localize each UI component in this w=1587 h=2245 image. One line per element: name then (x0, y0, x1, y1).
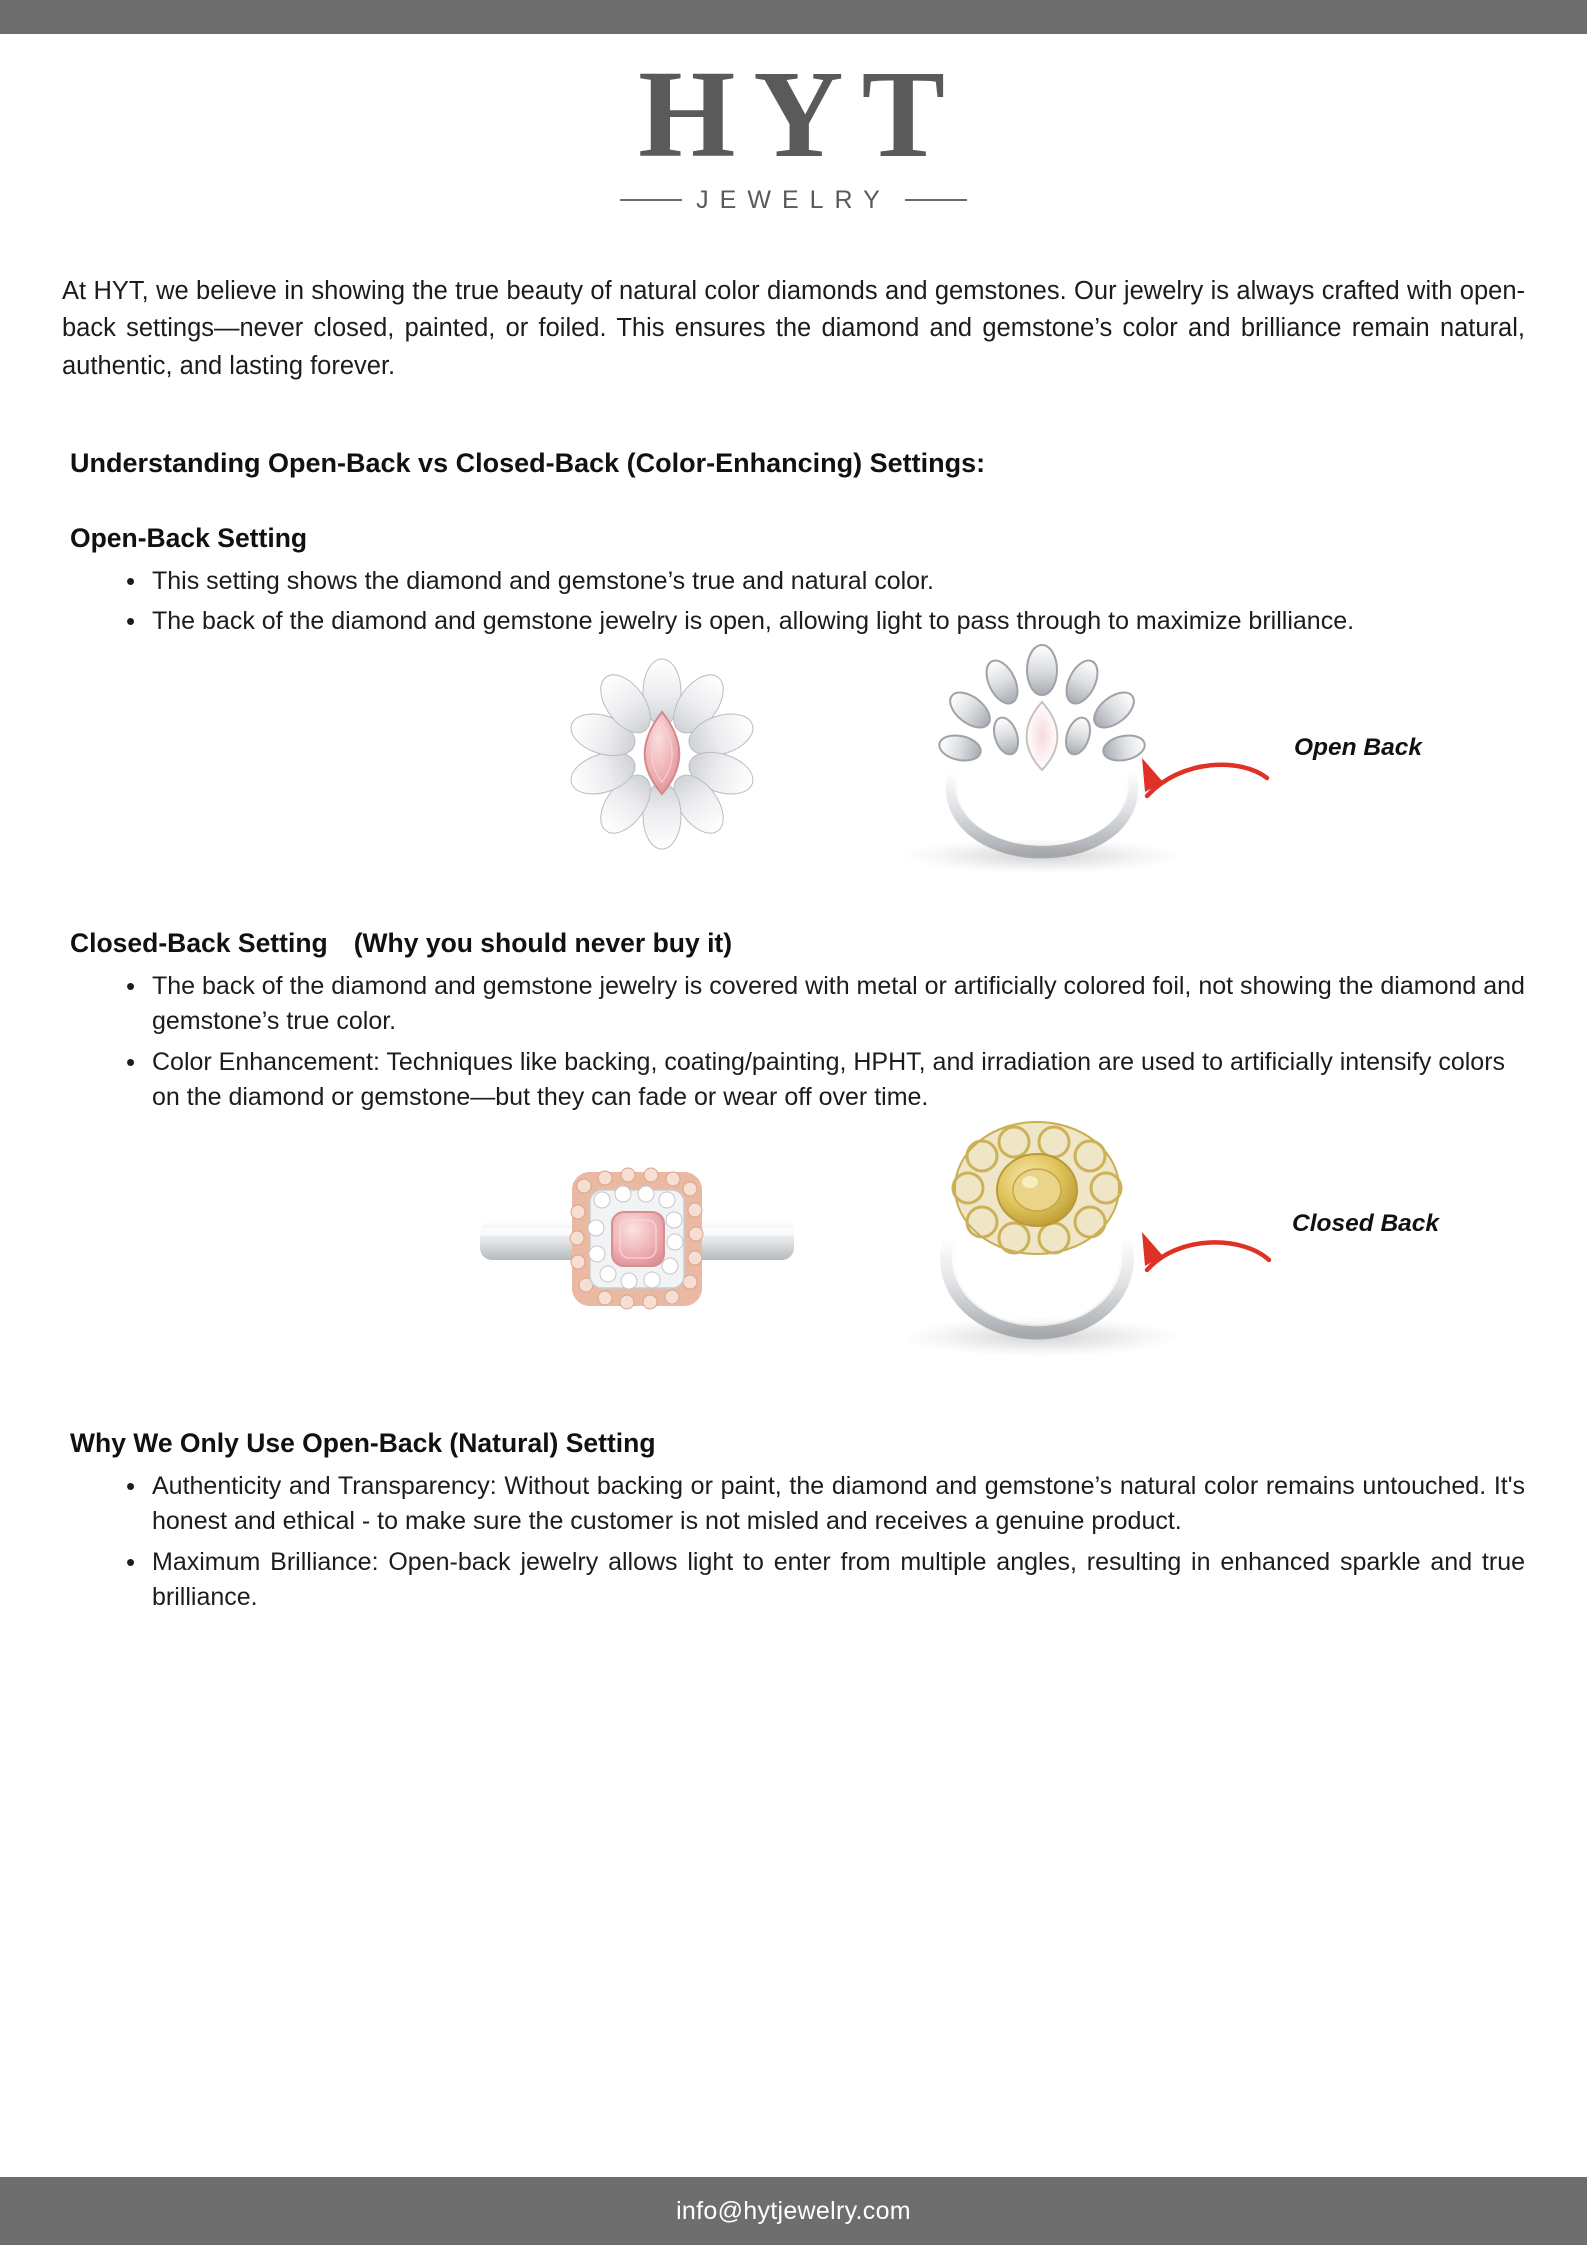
list-item: • The back of the diamond and gemstone jewelry is covered with metal or artificially colored foil, not showing the diamond and gemstone’s true color. (124, 969, 1525, 1040)
open-back-ring-front-image (532, 654, 792, 859)
why-open-back-title: Why We Only Use Open-Back (Natural) Setting (70, 1427, 656, 1458)
brand-subtitle-row (62, 186, 1525, 215)
closed-back-ring-front-image (462, 1142, 812, 1342)
list-item: • This setting shows the diamond and gemstone’s true and natural color. (124, 564, 1525, 600)
footer-bar (0, 2177, 1587, 2245)
brand-subtitle: JEWELRY (696, 185, 891, 214)
closed-back-title (70, 928, 1525, 959)
intro-paragraph: At HYT, we believe in showing the true beauty of natural color diamonds and gemstones. Our jewelry is always crafted with open-back settings—never closed, painted, or foiled. This ensures the diamond and gemstone’s color and brilliance remain natural, authentic, and lasting forever. (62, 276, 1525, 380)
brand-logo (62, 34, 1525, 215)
closed-back-bullets (62, 969, 1525, 1116)
contact-email[interactable]: info@hytjewelry.com (676, 2196, 911, 2225)
closed-back-caption: Closed Back (1292, 1209, 1440, 1237)
open-back-caption: Open Back (1294, 733, 1422, 761)
closed-back-ring-shadow (907, 1318, 1177, 1356)
list-item: • Maximum Brilliance: Open-back jewelry allows light to enter from multiple angles, resulting in enhanced sparkle and true brilliance. (124, 1545, 1525, 1616)
open-back-figure-row (62, 654, 1525, 884)
open-back-ring-shadow (907, 839, 1177, 873)
brand-wordmark: HYT (638, 46, 963, 184)
open-back-title: Open-Back Setting (70, 522, 308, 553)
logo-rule-left (620, 199, 682, 201)
closed-back-title-suffix: (Why you should never buy it) (353, 927, 733, 958)
open-back-ring-rear-image (902, 644, 1182, 869)
closed-back-figure-row (62, 1130, 1525, 1380)
closed-back-ring-rear-image (902, 1118, 1172, 1348)
open-back-bullets (62, 564, 1525, 640)
list-item: • The back of the diamond and gemstone jewelry is open, allowing light to pass through to maximize brilliance. (124, 604, 1525, 640)
list-item: • Authenticity and Transparency: Without backing or paint, the diamond and gemstone’s natural color remains untouched. It's honest and ethical - to make sure the customer is not misled and receives a genuine product. (124, 1469, 1525, 1540)
list-item: • Color Enhancement: Techniques like backing, coating/painting, HPHT, and irradiation are used to artificially intensify colors on the diamond or gemstone—but they can fade or wear off over time. (124, 1045, 1525, 1116)
document-content (0, 34, 1587, 2245)
page-title: Understanding Open-Back vs Closed-Back (Color-Enhancing) Settings: (70, 447, 986, 478)
closed-back-title-main: Closed-Back Setting (70, 927, 328, 958)
top-accent-bar (0, 0, 1587, 34)
why-open-back-bullets (62, 1469, 1525, 1616)
logo-rule-right (905, 199, 967, 201)
